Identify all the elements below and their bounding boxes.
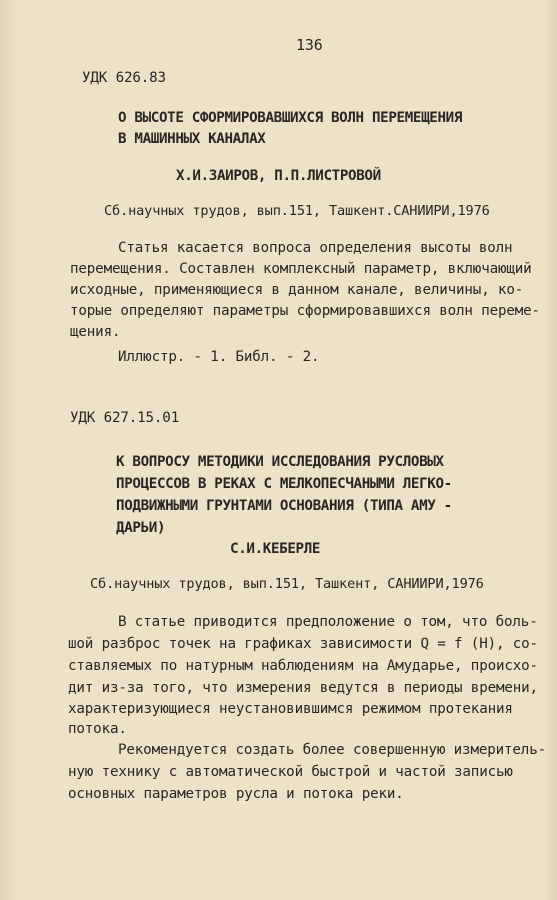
article-2-abstract-line-6: потока.: [68, 721, 127, 737]
article-2-abstract-line-2: шой разброс точек на графиках зависимости Q = f (H), со-: [68, 636, 538, 652]
article-2-abstract-line-9: основных параметров русла и потока реки.: [68, 786, 404, 802]
article-2-authors: С.И.КЕБЕРЛЕ: [230, 541, 321, 557]
article-2-title-line-1: К ВОПРОСУ МЕТОДИКИ ИССЛЕДОВАНИЯ РУСЛОВЫХ: [116, 454, 444, 470]
article-2-source: Сб.научных трудов, вып.151, Ташкент, САНИИРИ,1976: [90, 576, 484, 592]
article-1-abstract-line-1: Статья касается вопроса определения высоты волн: [118, 240, 513, 256]
article-2-abstract-line-1: В статье приводится предположение о том, что боль-: [118, 614, 538, 630]
article-2-title-line-3: ПОДВИЖНЫМИ ГРУНТАМИ ОСНОВАНИЯ (ТИПА АМУ -: [116, 498, 452, 514]
article-1-source: Сб.научных трудов, вып.151, Ташкент.САНИИРИ,1976: [104, 203, 490, 219]
article-1-title-line-2: В МАШИННЫХ КАНАЛАХ: [118, 131, 266, 147]
article-2-abstract-line-7: Рекомендуется создать более совершенную измеритель-: [118, 742, 546, 758]
article-2-abstract-line-3: ставляемых по натурным наблюдениям на Амударье, происхо-: [68, 658, 538, 674]
article-1-abstract-line-3: исходные, применяющиеся в данном канале, величины, ко-: [70, 282, 524, 298]
article-1-abstract-line-5: щения.: [70, 324, 121, 340]
article-2-udk: УДК 627.15.01: [70, 410, 180, 426]
article-2-title-line-2: ПРОЦЕССОВ В РЕКАХ С МЕЛКОПЕСЧАНЫМИ ЛЕГКО-: [116, 476, 452, 492]
article-2-abstract-line-8: ную технику с автоматической быстрой и частой записью: [68, 764, 513, 780]
article-2-abstract-line-5: характеризующиеся неустановившимся режимом протекания: [68, 701, 513, 717]
article-1-title-line-1: О ВЫСОТЕ СФОРМИРОВАВШИХСЯ ВОЛН ПЕРЕМЕЩЕНИЯ: [118, 110, 463, 126]
article-1-abstract-line-4: торые определяют параметры сформировавшихся волн переме-: [70, 303, 540, 319]
article-1-abstract-line-2: перемещения. Составлен комплексный параметр, включающий: [70, 261, 532, 277]
page-number: 136: [296, 36, 323, 54]
article-1-authors: Х.И.ЗАИРОВ, П.П.ЛИСТРОВОЙ: [176, 168, 381, 184]
article-2-abstract-line-4: дит из-за того, что измерения ведутся в периоды времени,: [68, 680, 538, 696]
article-1-references: Иллюстр. - 1. Библ. - 2.: [118, 349, 320, 365]
article-1-udk: УДК 626.83: [82, 70, 166, 86]
article-2-title-line-4: ДАРЬИ): [116, 520, 166, 536]
